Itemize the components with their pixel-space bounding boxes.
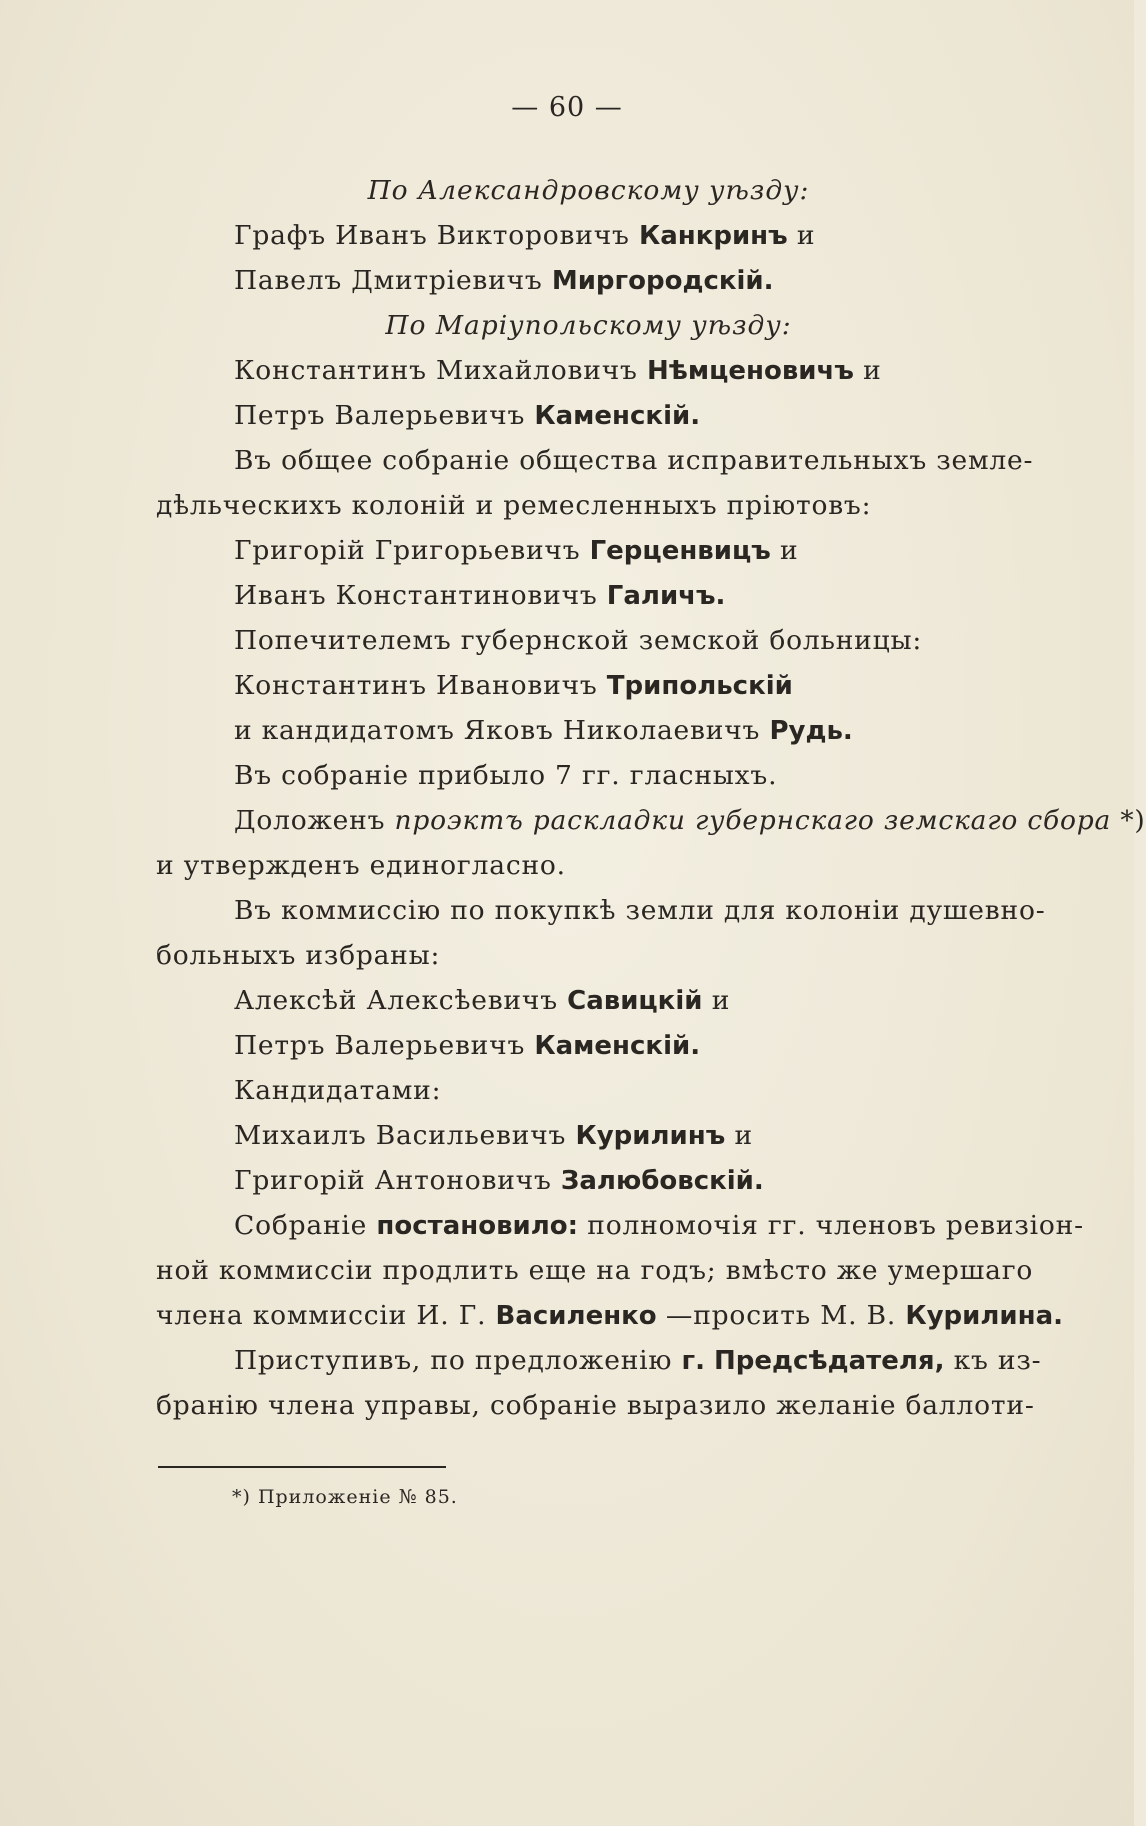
text-run: и кандидатомъ Яковъ Николаевичъ <box>234 715 770 746</box>
text-run: полномочія гг. членовъ ревизіон- <box>578 1210 1084 1241</box>
text-run: больныхъ избраны: <box>156 940 441 971</box>
text-line <box>156 798 1146 843</box>
text-line <box>156 528 1021 573</box>
bold-name: Курилинъ <box>575 1121 726 1151</box>
text-run: Михаилъ Васильевичъ <box>234 1120 576 1151</box>
text-run: Павелъ Дмитріевичъ <box>234 265 552 296</box>
text-line <box>156 618 1021 663</box>
text-line <box>156 663 1021 708</box>
italic-text: проэктъ раскладки губернскаго земскаго сбора <box>394 805 1112 836</box>
text-run: Григорій Антоновичъ <box>234 1165 561 1196</box>
text-run: Доложенъ <box>234 805 395 836</box>
text-line <box>156 978 1021 1023</box>
section-heading <box>156 168 1021 213</box>
text-run: Графъ Иванъ Викторовичъ <box>234 220 639 251</box>
text-run: Константинъ Михайловичъ <box>234 355 647 386</box>
text-line <box>156 933 1021 978</box>
bold-name: Василенко <box>495 1301 657 1331</box>
footnote: *) Приложеніе № 85. <box>232 1486 458 1508</box>
text-run: и <box>853 355 882 386</box>
bold-name: Савицкій <box>567 986 703 1016</box>
text-run: бранію члена управы, собраніе выразило желаніе баллоти- <box>156 1390 1035 1421</box>
bold-name: Курилина. <box>905 1301 1063 1331</box>
bold-name: Миргородскій. <box>551 266 774 296</box>
page-number: — 60 — <box>511 92 623 123</box>
text-line <box>156 393 1021 438</box>
text-line <box>156 888 1046 933</box>
text-run: и <box>702 985 731 1016</box>
text-line <box>156 258 1021 303</box>
text-run: Иванъ Константиновичъ <box>234 580 607 611</box>
text-run: По Маріупольскому уѣзду: <box>385 310 792 341</box>
text-run: дѣльческихъ колоній и ремесленныхъ пріютовъ: <box>156 490 872 521</box>
bold-name: Рудь. <box>769 716 853 746</box>
bold-name: постановило: <box>376 1211 579 1241</box>
footnote-divider <box>158 1466 446 1468</box>
text-run: и <box>725 1120 753 1151</box>
bold-name: г. Предсѣдателя, <box>681 1346 945 1376</box>
text-line <box>156 213 1021 258</box>
text-run: ной коммиссіи продлить еще на годъ; вмѣсто же умершаго <box>156 1255 1034 1286</box>
bold-name: Трипольскій <box>606 671 793 701</box>
text-line <box>156 708 1021 753</box>
bold-name: Канкринъ <box>638 221 788 251</box>
text-run: Приступивъ, по предложенію <box>234 1345 682 1376</box>
text-run: Въ коммиссію по покупкѣ земли для колоніи душевно- <box>234 895 1046 926</box>
text-line <box>156 1023 1021 1068</box>
bold-name: Нѣмценовичъ <box>646 356 854 386</box>
text-run: и <box>787 220 816 251</box>
text-line <box>156 483 1021 528</box>
text-line <box>156 1338 1042 1383</box>
text-line <box>156 1158 1021 1203</box>
text-line <box>156 438 1034 483</box>
text-run: По Александровскому уѣзду: <box>367 175 810 206</box>
bold-name: Галичъ. <box>606 581 726 611</box>
text-run: Алексѣй Алексѣевичъ <box>234 985 568 1016</box>
text-run: Въ собраніе прибыло 7 гг. гласныхъ. <box>234 760 778 791</box>
text-run: Петръ Валерьевичъ <box>234 1030 535 1061</box>
text-line <box>156 1383 1035 1428</box>
text-run: и утвержденъ единогласно. <box>156 850 566 881</box>
text-line <box>156 1248 1034 1293</box>
text-run: Константинъ Ивановичъ <box>234 670 607 701</box>
text-line <box>156 1068 1021 1113</box>
text-run: Петръ Валерьевичъ <box>234 400 535 431</box>
text-run: Собраніе <box>234 1210 377 1241</box>
bold-name: Залюбовскій. <box>560 1166 764 1196</box>
text-line <box>156 1293 1063 1338</box>
text-run: члена коммиссіи И. Г. <box>156 1300 496 1331</box>
bold-name: Каменскій. <box>534 401 701 431</box>
text-run: —просить М. В. <box>656 1300 906 1331</box>
text-line <box>156 1203 1084 1248</box>
text-run: Въ общее собраніе общества исправительныхъ земле- <box>234 445 1034 476</box>
text-line <box>156 753 1021 798</box>
section-heading <box>156 303 1021 348</box>
bold-name: Каменскій. <box>534 1031 701 1061</box>
text-line <box>156 348 1021 393</box>
text-run: *) <box>1111 805 1146 836</box>
page-body <box>156 168 1146 1428</box>
text-run: къ из- <box>944 1345 1042 1376</box>
text-run: Кандидатами: <box>234 1075 442 1106</box>
text-line <box>156 843 1021 888</box>
text-run: Попечителемъ губернской земской больницы: <box>234 625 923 656</box>
text-line <box>156 573 1021 618</box>
bold-name: Герценвицъ <box>589 536 771 566</box>
text-run: и <box>770 535 799 566</box>
text-line <box>156 1113 1021 1158</box>
text-run: Григорій Григорьевичъ <box>234 535 590 566</box>
